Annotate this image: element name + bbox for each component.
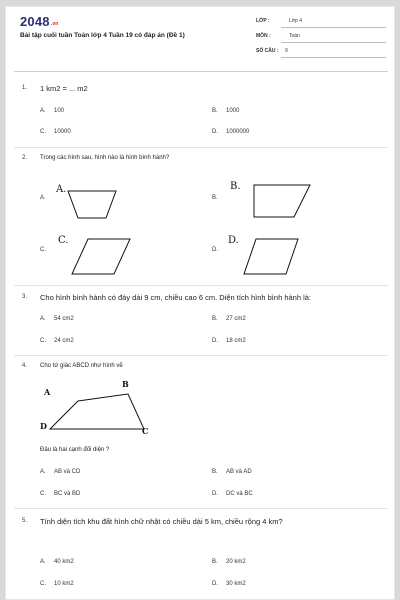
option-text[interactable]: 27 cm2 (226, 316, 246, 322)
shape-label: D. (228, 235, 239, 246)
option-text[interactable]: 24 cm2 (54, 338, 74, 344)
shape-label: C. (58, 235, 69, 246)
option-letter: D. (212, 581, 218, 587)
option-text[interactable]: 100 (54, 108, 65, 114)
option-letter: A. (40, 195, 46, 201)
vertex-label-d: D (40, 421, 47, 431)
option-letter: B. (212, 108, 218, 114)
question-divider (14, 355, 388, 356)
question-4-text: Cho tứ giác ABCD như hình vẽ (40, 363, 123, 369)
worksheet-page (5, 6, 395, 600)
logo-suffix: .vn (50, 21, 59, 27)
option-letter: D. (212, 247, 218, 253)
parallelogram-figure[interactable] (70, 237, 132, 277)
option-letter: B. (212, 469, 218, 475)
option-letter: D. (212, 129, 218, 135)
question-1-text: 1 km2 = ... m2 (40, 84, 88, 93)
meta-divider (281, 57, 386, 58)
option-letter: C. (40, 581, 46, 587)
quadrilateral-figure[interactable] (242, 237, 300, 277)
option-text[interactable]: 1000 (226, 108, 240, 114)
meta-subject-value: Toán (289, 33, 300, 39)
meta-subject-label: MÔN : (256, 33, 271, 39)
option-letter: B. (212, 195, 218, 201)
question-5-number: 5. (22, 518, 28, 524)
option-text[interactable]: 20 km2 (226, 559, 246, 565)
option-letter: D. (212, 491, 218, 497)
option-letter: C. (40, 491, 46, 497)
option-text[interactable]: BC và BD (54, 491, 81, 497)
meta-class-value: Lớp 4 (289, 18, 303, 24)
option-letter: D. (212, 338, 218, 344)
option-letter: B. (212, 316, 218, 322)
meta-count-value: 9 (285, 48, 288, 54)
option-letter: A. (40, 316, 46, 322)
question-4-subtext: Đâu là hai cạnh đối diện ? (40, 447, 110, 453)
question-2-number: 2. (22, 155, 28, 161)
meta-class-label: LỚP : (256, 18, 270, 24)
option-letter: B. (212, 559, 218, 565)
option-text[interactable]: AB và CD (54, 469, 81, 475)
question-5-text: Tính diện tích khu đất hình chữ nhật có chiều dài 5 km, chiều rộng 4 km? (40, 517, 283, 526)
option-letter: A. (40, 469, 46, 475)
question-1-number: 1. (22, 85, 28, 91)
option-letter: C. (40, 129, 46, 135)
question-3-number: 3. (22, 294, 28, 300)
document-title: Bài tập cuối tuần Toán lớp 4 Tuần 19 có đáp án (Đề 1) (20, 32, 185, 39)
shape-label: A. (56, 184, 67, 195)
shape-label: B. (230, 181, 241, 192)
question-divider (14, 147, 388, 148)
question-2-text: Trong các hình sau, hình nào là hình bình hành? (40, 155, 170, 161)
option-text[interactable]: 10 km2 (54, 581, 74, 587)
vertex-label-c: C (142, 426, 149, 436)
option-text[interactable]: 18 cm2 (226, 338, 246, 344)
question-4-number: 4. (22, 363, 28, 369)
quadrilateral-figure[interactable] (248, 182, 314, 218)
header-rule (14, 71, 388, 72)
question-3-text: Cho hình bình hành có đáy dài 9 cm, chiều cao 6 cm. Diện tích hình bình hành là: (40, 293, 312, 302)
meta-divider (281, 42, 386, 43)
question-divider (14, 508, 388, 509)
option-letter: C. (40, 338, 46, 344)
meta-count-label: SỐ CÂU : (256, 48, 279, 54)
option-text[interactable]: 30 km2 (226, 581, 246, 587)
option-text[interactable]: AB và AD (226, 469, 252, 475)
logo-text: 2048 (20, 14, 50, 29)
option-text[interactable]: 10000 (54, 129, 71, 135)
question-divider (14, 285, 388, 286)
vertex-label-b: B (122, 379, 129, 389)
trapezoid-figure[interactable] (68, 190, 120, 220)
option-letter: A. (40, 559, 46, 565)
meta-divider (281, 27, 386, 28)
option-letter: C. (40, 247, 46, 253)
option-text[interactable]: 40 km2 (54, 559, 74, 565)
option-text[interactable]: 1000000 (226, 129, 250, 135)
option-text[interactable]: 54 cm2 (54, 316, 74, 322)
option-text[interactable]: DC và BC (226, 491, 253, 497)
vertex-label-a: A (44, 387, 51, 397)
option-letter: A. (40, 108, 46, 114)
site-logo[interactable] (20, 14, 59, 29)
